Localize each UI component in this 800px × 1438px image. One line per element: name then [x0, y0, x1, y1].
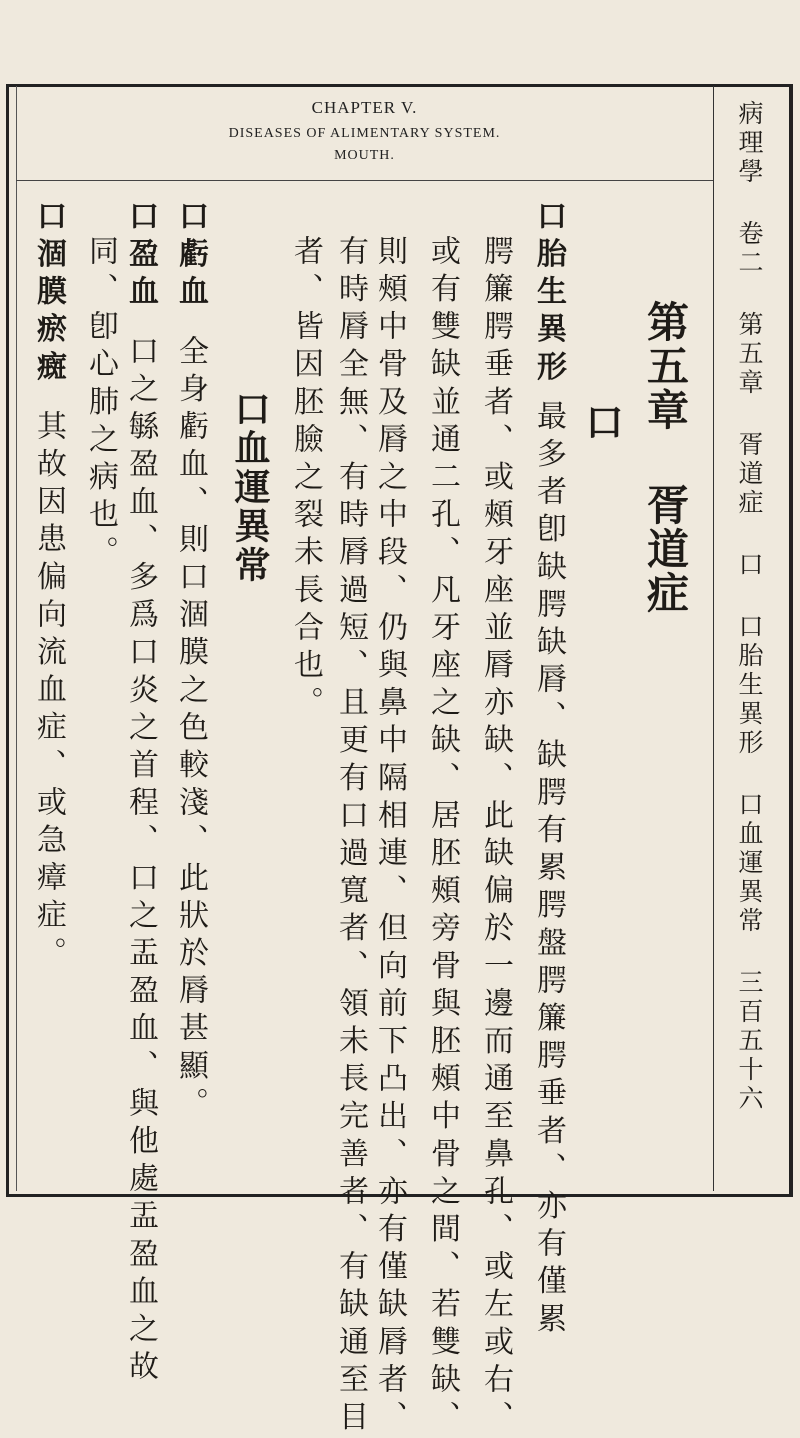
chapter-en: CHAPTER V.	[311, 98, 418, 117]
column-text: 者、皆因胚臉之裂未長合也。	[288, 235, 323, 724]
page-border-left	[6, 84, 9, 1197]
column-text: 全身虧血、則口涸膜之色較淺、此狀於脣甚顯。	[173, 334, 208, 1125]
column-text: 或有雙缺並通二孔、凡牙座之缺、居胚頰旁骨與胚頰中骨之間、若雙缺、	[425, 235, 460, 1438]
column-text: 最多者卽缺腭缺脣、缺腭有累腭盤腭簾腭垂者、亦有僅累	[531, 400, 566, 1340]
text-column-2	[475, 235, 515, 1438]
text-column-3	[422, 235, 462, 1438]
text-column-4	[369, 235, 409, 1438]
column-heading: 口盈血	[123, 200, 158, 313]
column-text: 則頰中骨及脣之中段、仍與鼻中隔相連、但向前下凸出、亦有僅缺脣者、	[372, 235, 407, 1438]
header-rule	[16, 180, 713, 181]
column-heading: 口涸膜瘀癍	[31, 200, 66, 388]
subtitle-en: DISEASES OF ALIMENTARY SYSTEM.	[228, 126, 501, 141]
text-column-10	[28, 200, 68, 974]
column-text: 同、卽心肺之病也。	[83, 235, 118, 574]
column-heading: 口虧血	[173, 200, 208, 313]
inner-left-rule	[16, 86, 17, 1191]
text-column-6	[285, 235, 325, 724]
running-head: 病理學 卷二 第五章 胥道症 口 口胎生異形 口血運異常 三百五十六	[735, 100, 764, 1114]
section-en: MOUTH.	[334, 148, 395, 163]
page-border-right	[789, 84, 793, 1197]
text-column-8	[120, 200, 160, 1388]
column-text: 口之緐盈血、多爲口炎之首程、口之盂盈血、與他處盂盈血之故	[123, 334, 158, 1388]
chapter-title: 第五章 胥道症	[641, 300, 690, 615]
section-heading-blood: 口血運異常	[229, 390, 271, 585]
column-text: 其故因患偏向流血症、或急瘴症。	[31, 410, 66, 974]
section-heading-mouth: 口	[579, 402, 624, 440]
text-column-1	[528, 200, 568, 1340]
running-head-divider	[713, 86, 714, 1191]
column-text: 腭簾腭垂者、或頰牙座並脣亦缺、此缺偏於一邊而通至鼻孔、或左或右、	[478, 235, 513, 1438]
column-heading: 口胎生異形	[531, 200, 566, 388]
text-column-7	[170, 200, 210, 1124]
column-text: 有時脣全無、有時脣過短、且更有口過寬者、領未長完善者、有缺通至目	[333, 235, 368, 1438]
page-border-top	[6, 84, 792, 87]
text-column-9	[80, 235, 120, 573]
text-column-5	[330, 235, 370, 1438]
